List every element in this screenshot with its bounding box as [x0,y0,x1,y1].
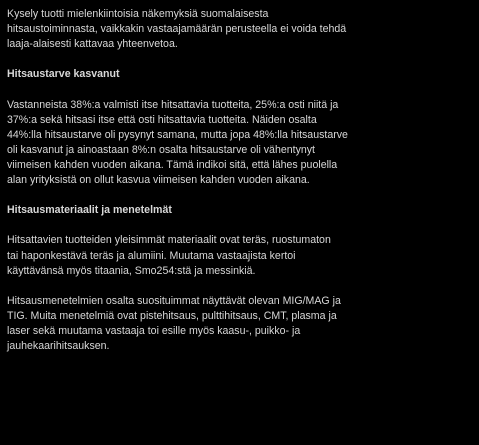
document-body [7,7,473,369]
text-line: alan yrityksistä on ollut kasvua viimeisen kahden vuoden aikana. [7,174,310,187]
materiaalit-paragraph [7,233,473,278]
text-line: tai haponkestävä teräs ja alumiini. Muutama vastaajista kertoi [7,249,296,262]
text-line: Hitsausmenetelmien osalta suosituimmat näyttävät olevan MIG/MAG ja [7,294,341,307]
text-line: viimeisen kahden vuoden aikana. Tämä indikoi sitä, että lähes puolella [7,158,338,171]
text-line: oli kasvanut ja ainoastaan 8%:n osalta hitsaustarve oli vähentynyt [7,143,315,156]
section-heading-hitsaustarve: Hitsaustarve kasvanut [7,68,120,81]
text-line: Hitsattavien tuotteiden yleisimmät materiaalit ovat teräs, ruostumaton [7,234,331,247]
text-line: Kysely tuotti mielenkiintoisia näkemyksiä suomalaisesta [7,8,269,20]
text-line: 37%:a sekä hitsasi itse että osti hitsattavia tuotteita. Näiden osalta [7,113,317,126]
text-line: Vastanneista 38%:a valmisti itse hitsattavia tuotteita, 25%:a osti niitä ja [7,98,339,111]
text-line: hitsaustoiminnasta, vaikkakin vastaajamäärän perusteella ei voida tehdä [7,23,347,36]
text-line: jauhekaarihitsauksen. [7,340,110,353]
hitsaustarve-paragraph [7,98,473,189]
text-line: käyttävänsä myös titaania, Smo254:stä ja messinkiä. [7,264,256,277]
intro-paragraph [7,7,473,52]
menetelmat-paragraph [7,294,473,354]
text-line: laser sekä muutama vastaaja toi esille myös kaasu-, puikko- ja [7,324,301,337]
text-line: laaja-alaisesti kattavaa yhteenvetoa. [7,38,178,51]
text-line: 44%:lla hitsaustarve oli pysynyt samana, mutta jopa 48%:lla hitsaustarve [7,128,348,141]
text-line: TIG. Muita menetelmiä ovat pistehitsaus, pulttihitsaus, CMT, plasma ja [7,309,337,322]
section-heading-materiaalit: Hitsausmateriaalit ja menetelmät [7,204,172,217]
